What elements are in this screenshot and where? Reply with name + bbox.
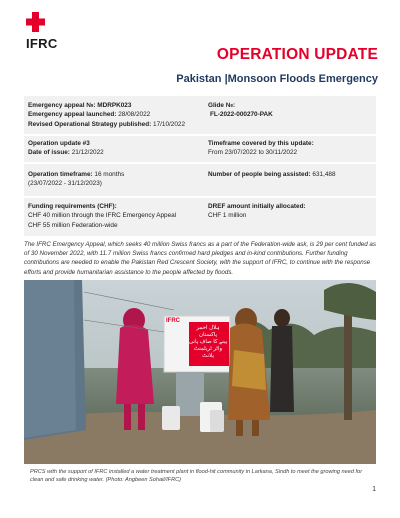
- issue-label: Date of issue:: [28, 149, 70, 157]
- appeal-launched-label: Emergency appeal launched:: [28, 111, 117, 119]
- funding-line-2: CHF 55 million Federation-wide: [28, 221, 118, 229]
- row-divider: [24, 134, 376, 136]
- page-number: 1: [372, 486, 376, 493]
- glide-value: FL-2022-000270-PAK: [210, 111, 273, 119]
- photo-caption: PRCS with the support of IFRC installed a water treatment plant in flood-hit community in Larkana, Sindh to meet the growing need for clean and safe drinking water. (Photo: Angbeen Sohail/IFRC): [30, 469, 363, 484]
- operation-timeframe-info: [28, 170, 203, 189]
- sign-urdu-1: ہلال احمر پاکستان: [196, 325, 220, 338]
- sign-brand: IFRC: [166, 318, 180, 324]
- operation-timeframe-value: 16 months: [94, 171, 125, 178]
- row-divider: [24, 162, 376, 164]
- appeal-number: Emergency appeal №: MDRPK023: [28, 102, 132, 109]
- people-assisted-label: Number of people being assisted:: [208, 171, 311, 178]
- appeal-launched-value: 28/08/2022: [118, 111, 151, 119]
- dref-label: DREF amount initially allocated:: [208, 203, 306, 210]
- timeframe-covered-label: Timeframe covered by this update:: [208, 140, 314, 147]
- update-info: [28, 139, 198, 158]
- issue-value: 21/12/2022: [71, 149, 104, 157]
- operation-timeframe-label: Operation timeframe:: [28, 171, 93, 178]
- water-treatment-photo: [24, 280, 376, 464]
- row-divider: [24, 196, 376, 198]
- people-assisted-info: [208, 170, 373, 179]
- sign-urdu-3: واٹر ٹریٹمنٹ پلانٹ: [193, 346, 223, 359]
- operation-title: Pakistan |Monsoon Floods Emergency: [176, 73, 378, 85]
- glide-label: Glide №:: [208, 102, 236, 109]
- org-name: IFRC: [26, 36, 58, 51]
- sign-text: [166, 318, 228, 370]
- photo-illustration: [24, 280, 376, 464]
- funding-info: [28, 202, 206, 230]
- document-type-title: OPERATION UPDATE: [216, 46, 378, 63]
- dref-value: CHF 1 million: [208, 212, 247, 220]
- funding-line-1: CHF 40 million through the IFRC Emergency Appeal: [28, 212, 177, 220]
- people-assisted-value: 631,488: [312, 171, 336, 178]
- glide-info: [208, 101, 373, 120]
- appeal-info: [28, 101, 198, 129]
- strategy-label: Revised Operational Strategy published:: [28, 120, 152, 128]
- timeframe-covered-value: From 23/07/2022 to 30/11/2022: [208, 149, 298, 157]
- timeframe-covered-info: [208, 139, 373, 158]
- ifrc-emblem-icon: [26, 12, 66, 34]
- intro-paragraph: The IFRC Emergency Appeal, which seeks 40 million Swiss francs as a part of the Federation-wide ask, is 29 per cent funded as of 30 November 2022, with 11.7 million Swiss francs confirmed hard pledges and in-kind contributions. Further funding contributions are needed to enable the Pakistan Red Crescent Society, with the support of IFRC, to continue with the response efforts and provide humanitarian assistance to the people affected by floods.: [24, 241, 376, 276]
- operation-timeframe-dates: (23/07/2022 - 31/12/2023): [28, 180, 102, 188]
- dref-info: [208, 202, 373, 221]
- sign-urdu-2: پینے کا صاف پانی: [188, 339, 228, 345]
- strategy-value: 17/10/2022: [153, 120, 186, 128]
- update-number: Operation update #3: [28, 140, 90, 147]
- funding-label: Funding requirements (CHF):: [28, 203, 117, 210]
